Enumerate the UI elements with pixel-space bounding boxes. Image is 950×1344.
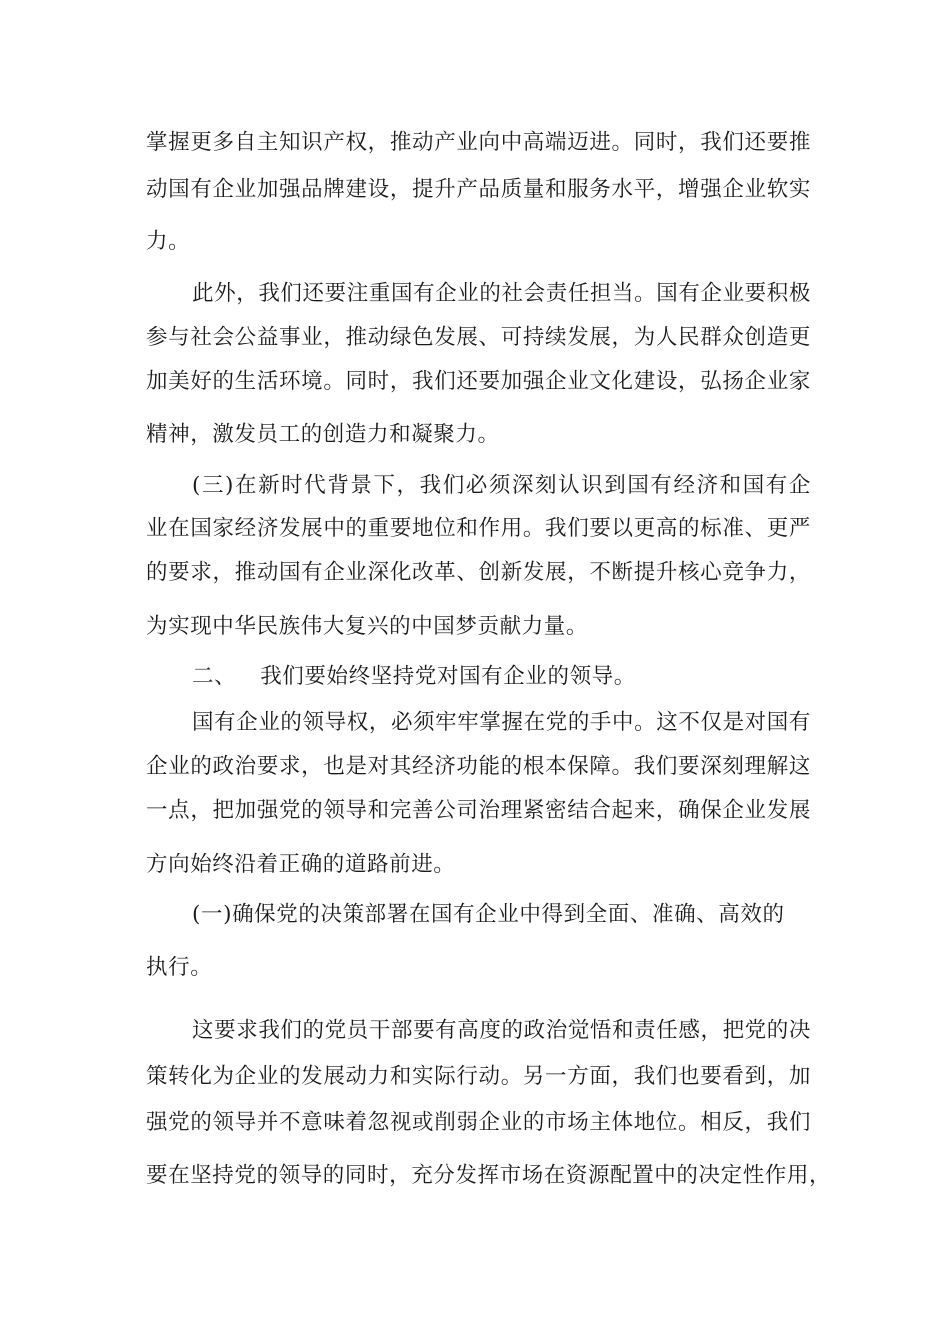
paragraph-first-line: 此外，我们还要注重国有企业的社会责任担当。国有企业要积极 (192, 281, 811, 306)
text-line: 加美好的生活环境。同时，我们还要加强企业文化建设，弘扬企业家 (146, 369, 811, 394)
text-line: 方向始终沿着正确的道路前进。 (146, 852, 456, 877)
text-line: 掌握更多自主知识产权，推动产业向中高端迈进。同时，我们还要推 (146, 130, 811, 155)
section-number: 二、 (192, 664, 237, 689)
text-line: 动国有企业加强品牌建设，提升产品质量和服务水平，增强企业软实 (146, 177, 811, 202)
text-line: 的要求，推动国有企业深化改革、创新发展，不断提升核心竞争力， (146, 560, 811, 585)
text-line: 企业的政治要求，也是对其经济功能的根本保障。我们要深刻理解这 (146, 754, 811, 779)
text-line: 执行。 (146, 955, 213, 980)
text-line: 精神，激发员工的创造力和凝聚力。 (146, 422, 500, 447)
text-line: 要在坚持党的领导的同时，充分发挥市场在资源配置中的决定性作用， (146, 1163, 832, 1188)
section-heading (192, 662, 636, 692)
paragraph-first-line: (三)在新时代背景下，我们必须深刻认识到国有经济和国有企 (192, 473, 811, 498)
text-line: 一点，把加强党的领导和完善公司治理紧密结合起来，确保企业发展 (146, 798, 811, 823)
text-line: 强党的领导并不意味着忽视或削弱企业的市场主体地位。相反，我们 (146, 1110, 811, 1135)
section-title: 我们要始终坚持党对国有企业的领导。 (260, 664, 636, 689)
text-line: 力。 (146, 229, 191, 254)
text-line: 策转化为企业的发展动力和实际行动。另一方面，我们也要看到，加 (146, 1064, 811, 1089)
text-line: 业在国家经济发展中的重要地位和作用。我们要以更高的标准、更严 (146, 516, 811, 541)
paragraph-first-line: 国有企业的领导权，必须牢牢掌握在党的手中。这不仅是对国有 (192, 710, 811, 735)
paragraph-first-line: 这要求我们的党员干部要有高度的政治觉悟和责任感，把党的决 (192, 1018, 811, 1043)
text-line: 为实现中华民族伟大复兴的中国梦贡献力量。 (146, 614, 589, 639)
text-line: 参与社会公益事业，推动绿色发展、可持续发展，为人民群众创造更 (146, 325, 811, 350)
paragraph-first-line: (一)确保党的决策部署在国有企业中得到全面、准确、高效的 (192, 902, 785, 927)
